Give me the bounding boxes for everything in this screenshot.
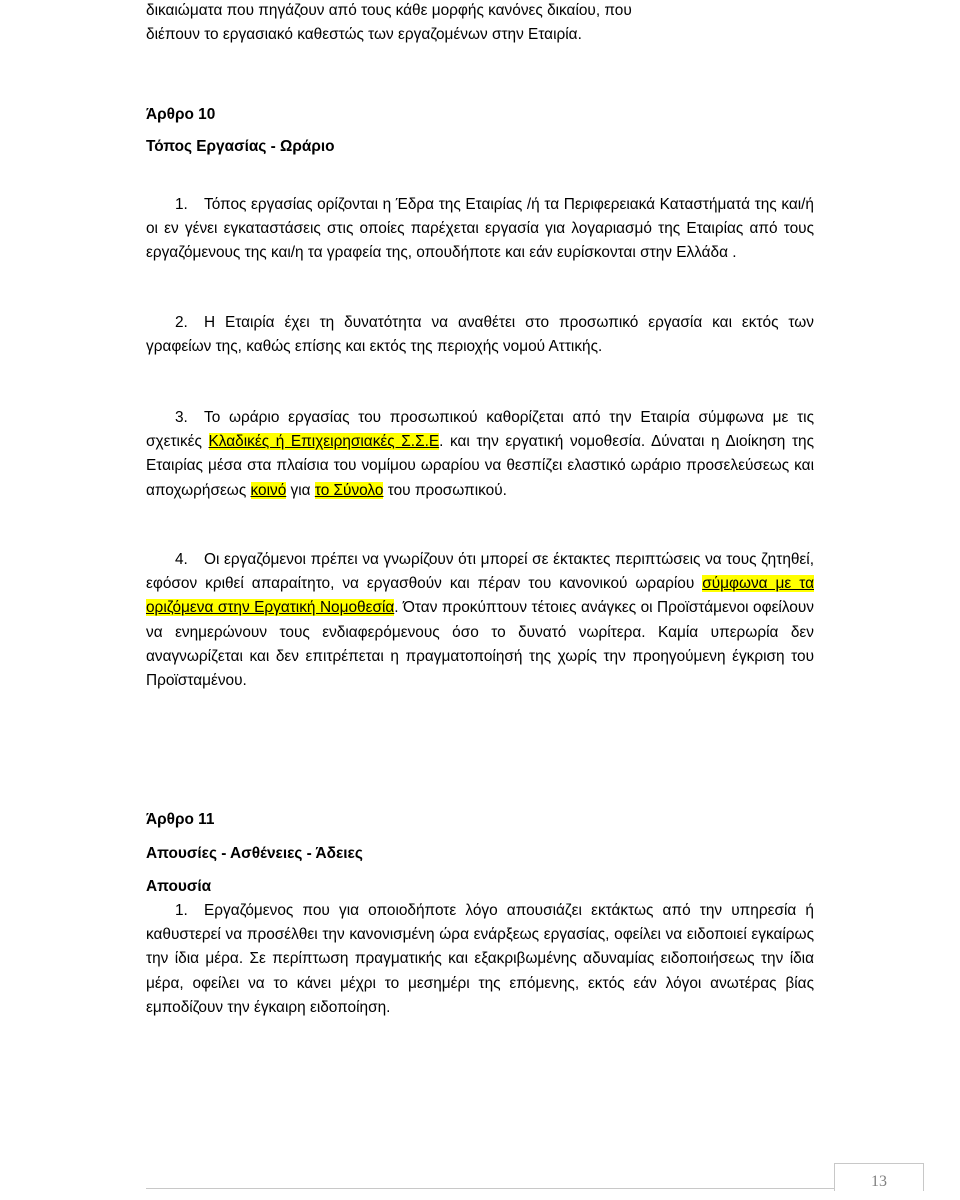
article-11-subheading: Απουσίες - Ασθένειες - Άδειες <box>146 845 363 862</box>
article-10-heading: Άρθρο 10 <box>146 106 216 123</box>
paragraph-number: 3. <box>175 409 188 426</box>
article-11-paragraph-1 <box>146 899 814 1020</box>
paragraph-text: Η Εταιρία έχει τη δυνατότητα να αναθέτει στο προσωπικό εργασία και εκτός των γραφείων της, καθώς επίσης και εκτός της περιοχής νομού Αττικής. <box>146 314 814 356</box>
article-10-paragraph-2 <box>146 311 814 359</box>
paragraph-text: Οι εργαζόμενοι πρέπει να γνωρίζουν ότι μπορεί σε έκτακτες περιπτώσεις να τους ζητηθεί, εφόσον κριθεί απαραίτητο, να εργασθούν και πέραν του κανονικού ωραρίου <box>146 551 814 593</box>
article-11-section-title: Απουσία <box>146 878 212 895</box>
footer-rule <box>146 1188 834 1189</box>
paragraph-text: Το ωράριο εργασίας του προσωπικού καθορίζεται από την Εταιρία σύμφωνα με τις σχετικές <box>146 409 814 451</box>
paragraph-text: του προσωπικού. <box>383 481 507 499</box>
paragraph-text: για <box>286 481 315 499</box>
highlighted-text: σύμφωνα με τα οριζόμενα στην Εργατική Νομοθεσία <box>146 575 814 617</box>
paragraph-number: 4. <box>175 551 188 568</box>
highlighted-text: Κλαδικές ή Επιχειρησιακές Σ.Σ.Ε <box>208 433 440 451</box>
article-10-paragraph-1 <box>146 193 814 266</box>
intro-line-1: δικαιώματα που πηγάζουν από τους κάθε μορφής κανόνες δικαίου, που <box>146 2 632 19</box>
intro-line-2: διέπουν το εργασιακό καθεστώς των εργαζομένων στην Εταιρία. <box>146 26 582 43</box>
paragraph-text: Εργαζόμενος που για οποιοδήποτε λόγο απουσιάζει εκτάκτως από την υπηρεσία ή καθυστερεί να προσέλθει την κανονισμένη ώρα ενάρξεως εργασίας, οφείλει να ειδοποιεί εγκαίρως την ίδια μέρα. Σε περίπτωση πραγματικής και εξακριβωμένης αδυναμίας ειδοποιήσεως την ίδια μέρα, οφείλει να το κάνει μέχρι το μεσημέρι της επόμενης, εκτός εάν λόγοι ανωτέρας βίας εμποδίζουν την έγκαιρη ειδοποίηση. <box>146 902 814 1016</box>
paragraph-text: Δύναται η Διοίκηση της Εταιρίας μέσα στα πλαίσια του νομίμου ωραρίου να θεσπίζει ελαστικό ωράριο προσελεύσεως και αποχωρήσεως <box>146 433 815 499</box>
paragraph-text: Τόπος εργασίας ορίζονται η Έδρα της Εταιρίας /ή τα Περιφερειακά Καταστήματά της και/ή οι εν γένει εγκαταστάσεις στις οποίες παρέχεται εργασία για λογαριασμό της Εταιρίας από τους εργαζόμενους της και/η τα γραφεία της, οπουδήποτε και εάν ευρίσκονται στην Ελλάδα . <box>146 196 814 262</box>
article-10-subheading: Τόπος Εργασίας - Ωράριο <box>146 138 335 155</box>
highlighted-text: το Σύνολο <box>314 481 384 499</box>
highlighted-text: κοινό <box>250 481 287 499</box>
paragraph-text: . και την εργατική νομοθεσία. <box>439 433 651 451</box>
page-number: 13 <box>834 1163 924 1191</box>
article-10-paragraph-4 <box>146 548 814 693</box>
paragraph-text: . Όταν προκύπτουν τέτοιες ανάγκες οι Προϊστάμενοι οφείλουν να ενημερώνουν τους ενδιαφερόμενους όσο το δυνατό νωρίτερα. Καμία υπερωρία δεν αναγνωρίζεται και δεν επιτρέπεται η πραγματοποίησή της χωρίς την προηγούμενη έγκριση του Προϊσταμένου. <box>146 599 814 690</box>
paragraph-number: 1. <box>175 196 188 213</box>
article-11-heading: Άρθρο 11 <box>146 811 215 828</box>
article-10-paragraph-3 <box>146 406 814 503</box>
paragraph-number: 1. <box>175 902 188 919</box>
paragraph-number: 2. <box>175 314 188 331</box>
